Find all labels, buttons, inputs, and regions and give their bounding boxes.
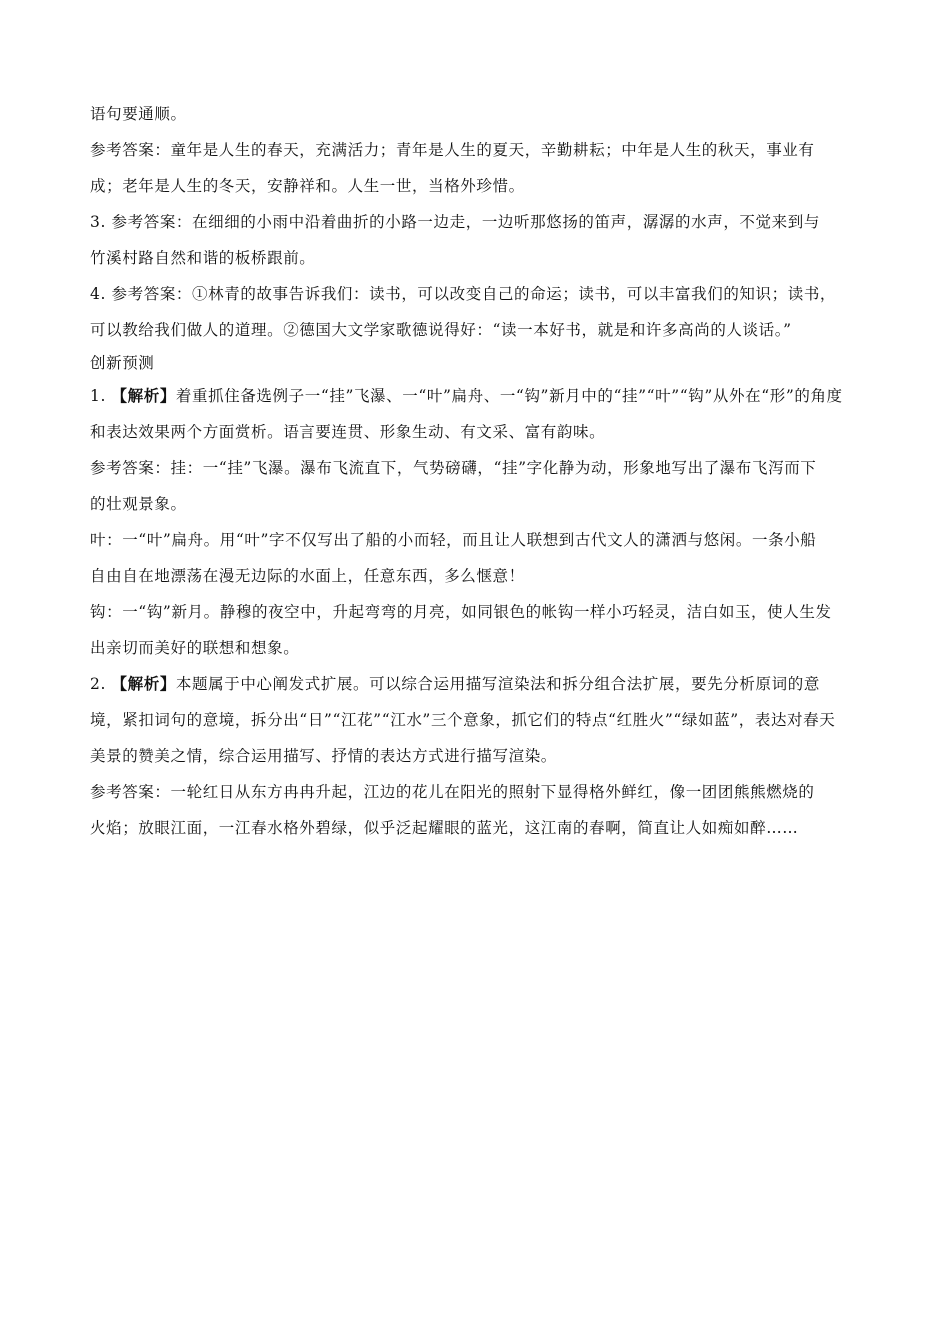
text-line: 4. 参考答案：①林青的故事告诉我们：读书，可以改变自己的命运；读书，可以丰富我们的知识；读书，: [90, 285, 837, 303]
analysis-text: 着重抓住备选例子一“挂”飞瀑、一“叶”扁舟、一“钩”新月中的“挂”“叶”“钩”从外在“形”的角度: [175, 387, 843, 405]
text-line: 钩：一“钩”新月。静穆的夜空中，升起弯弯的月亮，如同银色的帐钩一样小巧轻灵，洁白如玉，使人生发: [90, 603, 832, 621]
text-line: 可以教给我们做人的道理。②德国大文学家歌德说得好：“读一本好书，就是和许多高尚的人谈话。”: [90, 321, 792, 339]
text-line: 参考答案：挂：一“挂”飞瀑。瀑布飞流直下，气势磅礴，“挂”字化静为动，形象地写出了瀑布飞泻而下: [90, 459, 817, 477]
analysis-label: 【解析】: [111, 386, 176, 405]
analysis-text: 本题属于中心阐发式扩展。可以综合运用描写渲染法和拆分组合法扩展，要先分析原词的意: [175, 675, 820, 693]
analysis-line: [90, 378, 870, 414]
text-line: 的壮观景象。: [90, 495, 187, 513]
answer-text-block: [90, 96, 870, 846]
text-line: 竹溪村路自然和谐的板桥跟前。: [90, 249, 316, 267]
text-line: 自由自在地漂荡在漫无边际的水面上，任意东西，多么惬意！: [90, 567, 525, 585]
text-line: 语句要通顺。: [90, 105, 187, 123]
text-line: 3. 参考答案：在细细的小雨中沿着曲折的小路一边走，一边听那悠扬的笛声，潺潺的水声，不觉来到与: [90, 213, 820, 231]
text-line: 成；老年是人生的冬天，安静祥和。人生一世，当格外珍惜。: [90, 177, 525, 195]
text-line: 和表达效果两个方面赏析。语言要连贯、形象生动、有文采、富有韵味。: [90, 423, 606, 441]
text-line: 火焰；放眼江面，一江春水格外碧绿，似乎泛起耀眼的蓝光，这江南的春啊，简直让人如痴如醉……: [90, 819, 799, 837]
text-line: 境，紧扣词句的意境，拆分出“日”“江花”“江水”三个意象，抓它们的特点“红胜火”“绿如蓝”，表达对春天: [90, 711, 836, 729]
text-line: 参考答案：一轮红日从东方冉冉升起，江边的花儿在阳光的照射下显得格外鲜红，像一团团熊熊燃烧的: [90, 783, 815, 801]
text-line: 叶：一“叶”扁舟。用“叶”字不仅写出了船的小而轻，而且让人联想到古代文人的潇洒与悠闲。一条小船: [90, 531, 817, 549]
item-number: 2.: [90, 675, 112, 693]
item-number: 1.: [90, 387, 112, 405]
text-line: 出亲切而美好的联想和想象。: [90, 639, 300, 657]
analysis-label: 【解析】: [111, 674, 176, 693]
text-line: 美景的赞美之情，综合运用描写、抒情的表达方式进行描写渲染。: [90, 747, 557, 765]
text-line: 参考答案：童年是人生的春天，充满活力；青年是人生的夏天，辛勤耕耘；中年是人生的秋天，事业有: [90, 141, 815, 159]
analysis-line: [90, 666, 870, 702]
section-heading: 创新预测: [90, 354, 155, 372]
